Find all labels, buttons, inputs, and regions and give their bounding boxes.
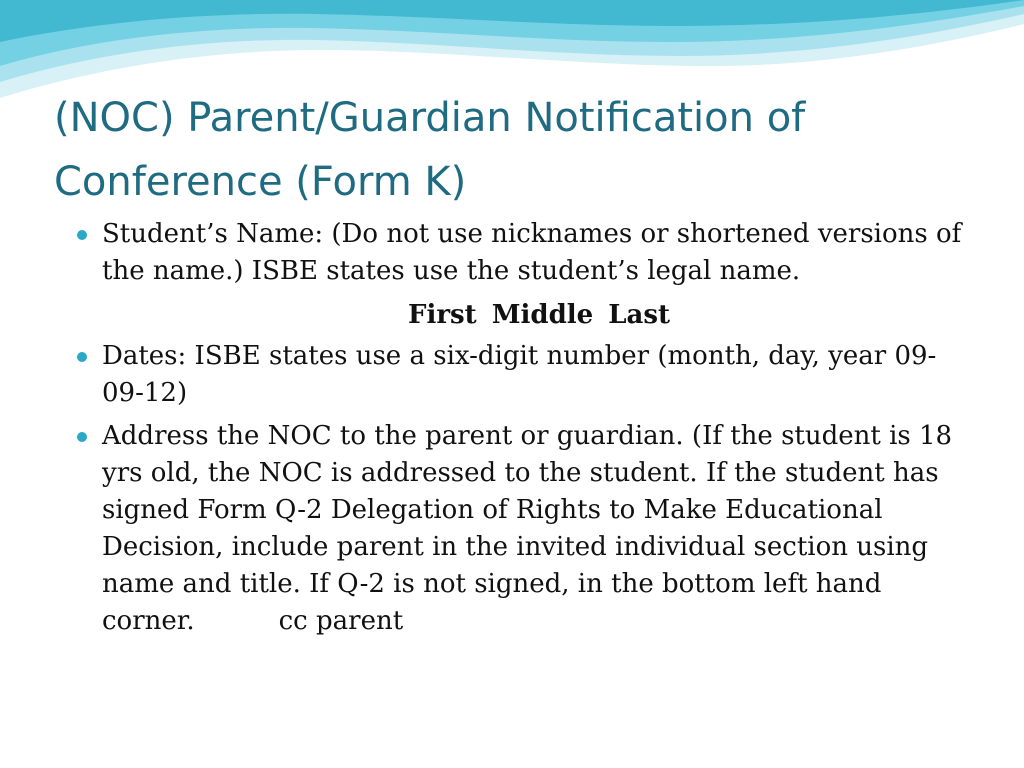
bullet-dot-icon xyxy=(77,432,87,442)
cc-parent-text: cc parent xyxy=(278,606,404,636)
bullet-dot-icon xyxy=(77,230,87,240)
bullet-text: Student’s Name: (Do not use nicknames or shortened versions of the name.) ISBE states use the student’s legal name. xyxy=(102,219,962,286)
name-order-line: First Middle Last xyxy=(408,300,670,330)
bullet-text: Address the NOC to the parent or guardian. (If the student is 18 yrs old, the NOC is addressed to the student. If the student has signed Form Q-2 Delegation of Rights to Make Educational Decision, include parent in the invited individual section using name and title. If Q-2 is not signed, in the bottom left hand corner. xyxy=(102,421,953,636)
bullet-item-address xyxy=(76,418,976,640)
bullet-item-student-name xyxy=(76,216,976,290)
bullet-dot-icon xyxy=(77,352,87,362)
bullet-text: Dates: ISBE states use a six-digit number (month, day, year 09-09-12) xyxy=(102,341,937,408)
bullet-item-dates xyxy=(76,338,976,412)
bullet-list xyxy=(76,216,976,640)
slide-title: (NOC) Parent/Guardian Notification of Conference (Form K) xyxy=(54,95,806,205)
